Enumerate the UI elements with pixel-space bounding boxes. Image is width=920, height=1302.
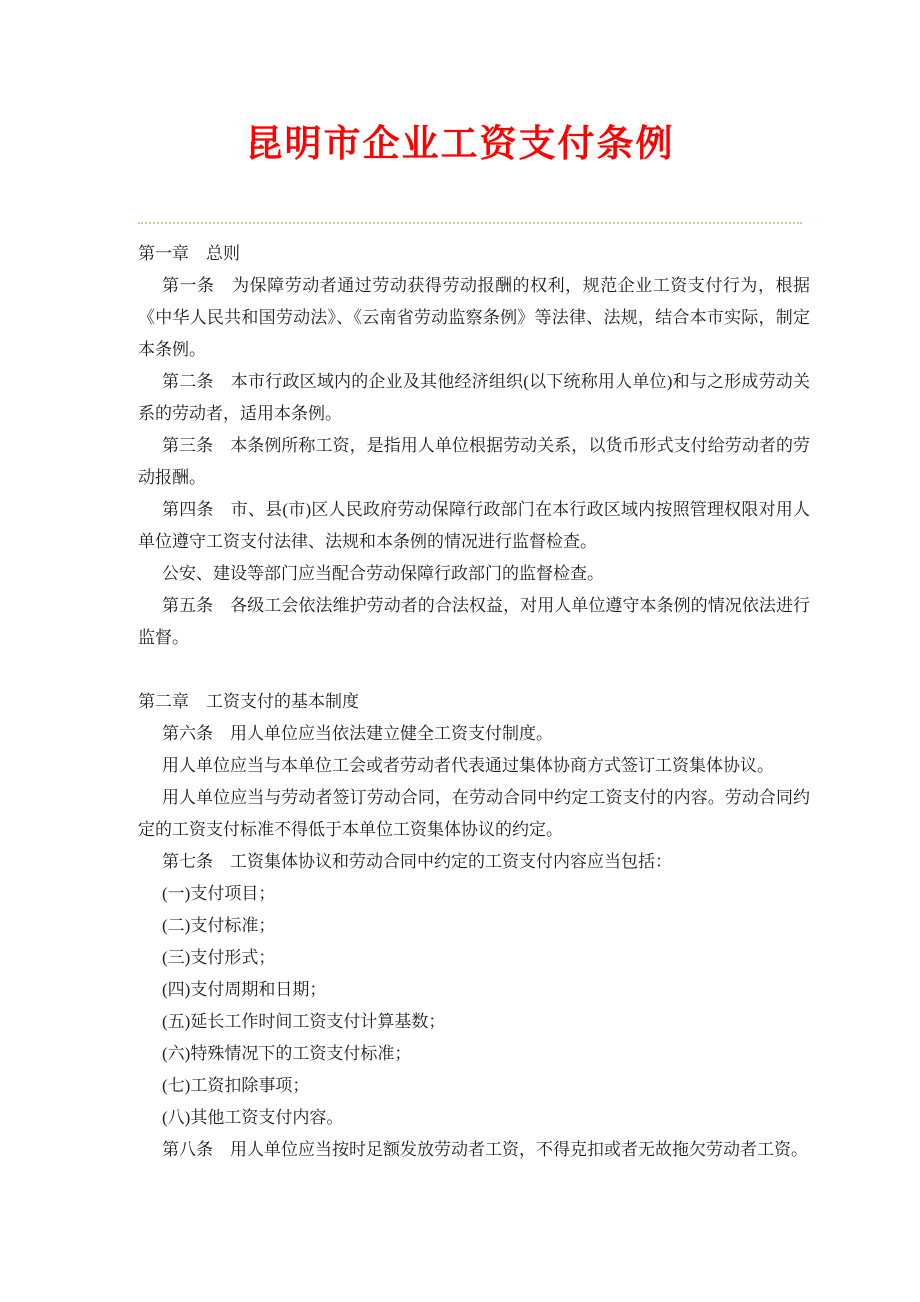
paragraph: 第七条 工资集体协议和劳动合同中约定的工资支付内容应当包括： (162, 852, 672, 871)
paragraph: 第八条 用人单位应当按时足额发放劳动者工资，不得克扣或者无故拖欠劳动者工资。 (162, 1140, 808, 1159)
paragraph: (二)支付标准； (162, 916, 276, 935)
paragraph: 第二条 本市行政区域内的企业及其他经济组织(以下统称用人单位)和与之形成劳动关系的劳动者，适用本条例。 (138, 372, 810, 423)
paragraph: (七)工资扣除事项； (162, 1076, 310, 1095)
document-title: 昆明市企业工资支付条例 (245, 124, 675, 165)
paragraph: (五)延长工作时间工资支付计算基数； (162, 1012, 446, 1031)
paragraph: (六)特殊情况下的工资支付标准； (162, 1044, 412, 1063)
paragraph: 用人单位应当与本单位工会或者劳动者代表通过集体协商方式签订工资集体协议。 (162, 756, 774, 775)
paragraph: 第一条 为保障劳动者通过劳动获得劳动报酬的权利，规范企业工资支付行为，根据《中华人民共和国劳动法》、《云南省劳动监察条例》等法律、法规，结合本市实际，制定本条例。 (138, 276, 810, 359)
paragraph: (三)支付形式； (162, 948, 276, 967)
paragraph: 第六条 用人单位应当依法建立健全工资支付制度。 (162, 724, 553, 743)
paragraph: (一)支付项目； (162, 884, 276, 903)
paragraph: 第五条 各级工会依法维护劳动者的合法权益，对用人单位遵守本条例的情况依法进行监督。 (138, 596, 810, 647)
paragraph: 用人单位应当与劳动者签订劳动合同，在劳动合同中约定工资支付的内容。劳动合同约定的工资支付标准不得低于本单位工资集体协议的约定。 (138, 788, 810, 839)
paragraph: (八)其他工资支付内容。 (162, 1108, 344, 1127)
paragraph: 公安、建设等部门应当配合劳动保障行政部门的监督检查。 (162, 564, 604, 583)
paragraph: (四)支付周期和日期； (162, 980, 327, 999)
chapter-heading: 第二章 工资支付的基本制度 (138, 692, 359, 711)
paragraph: 第三条 本条例所称工资，是指用人单位根据劳动关系，以货币形式支付给劳动者的劳动报酬。 (138, 436, 810, 487)
chapter-heading: 第一章 总则 (138, 244, 240, 263)
dotted-divider (138, 222, 802, 224)
paragraph: 第四条 市、县(市)区人民政府劳动保障行政部门在本行政区域内按照管理权限对用人单位遵守工资支付法律、法规和本条例的情况进行监督检查。 (138, 500, 810, 551)
document-body (138, 238, 810, 1166)
